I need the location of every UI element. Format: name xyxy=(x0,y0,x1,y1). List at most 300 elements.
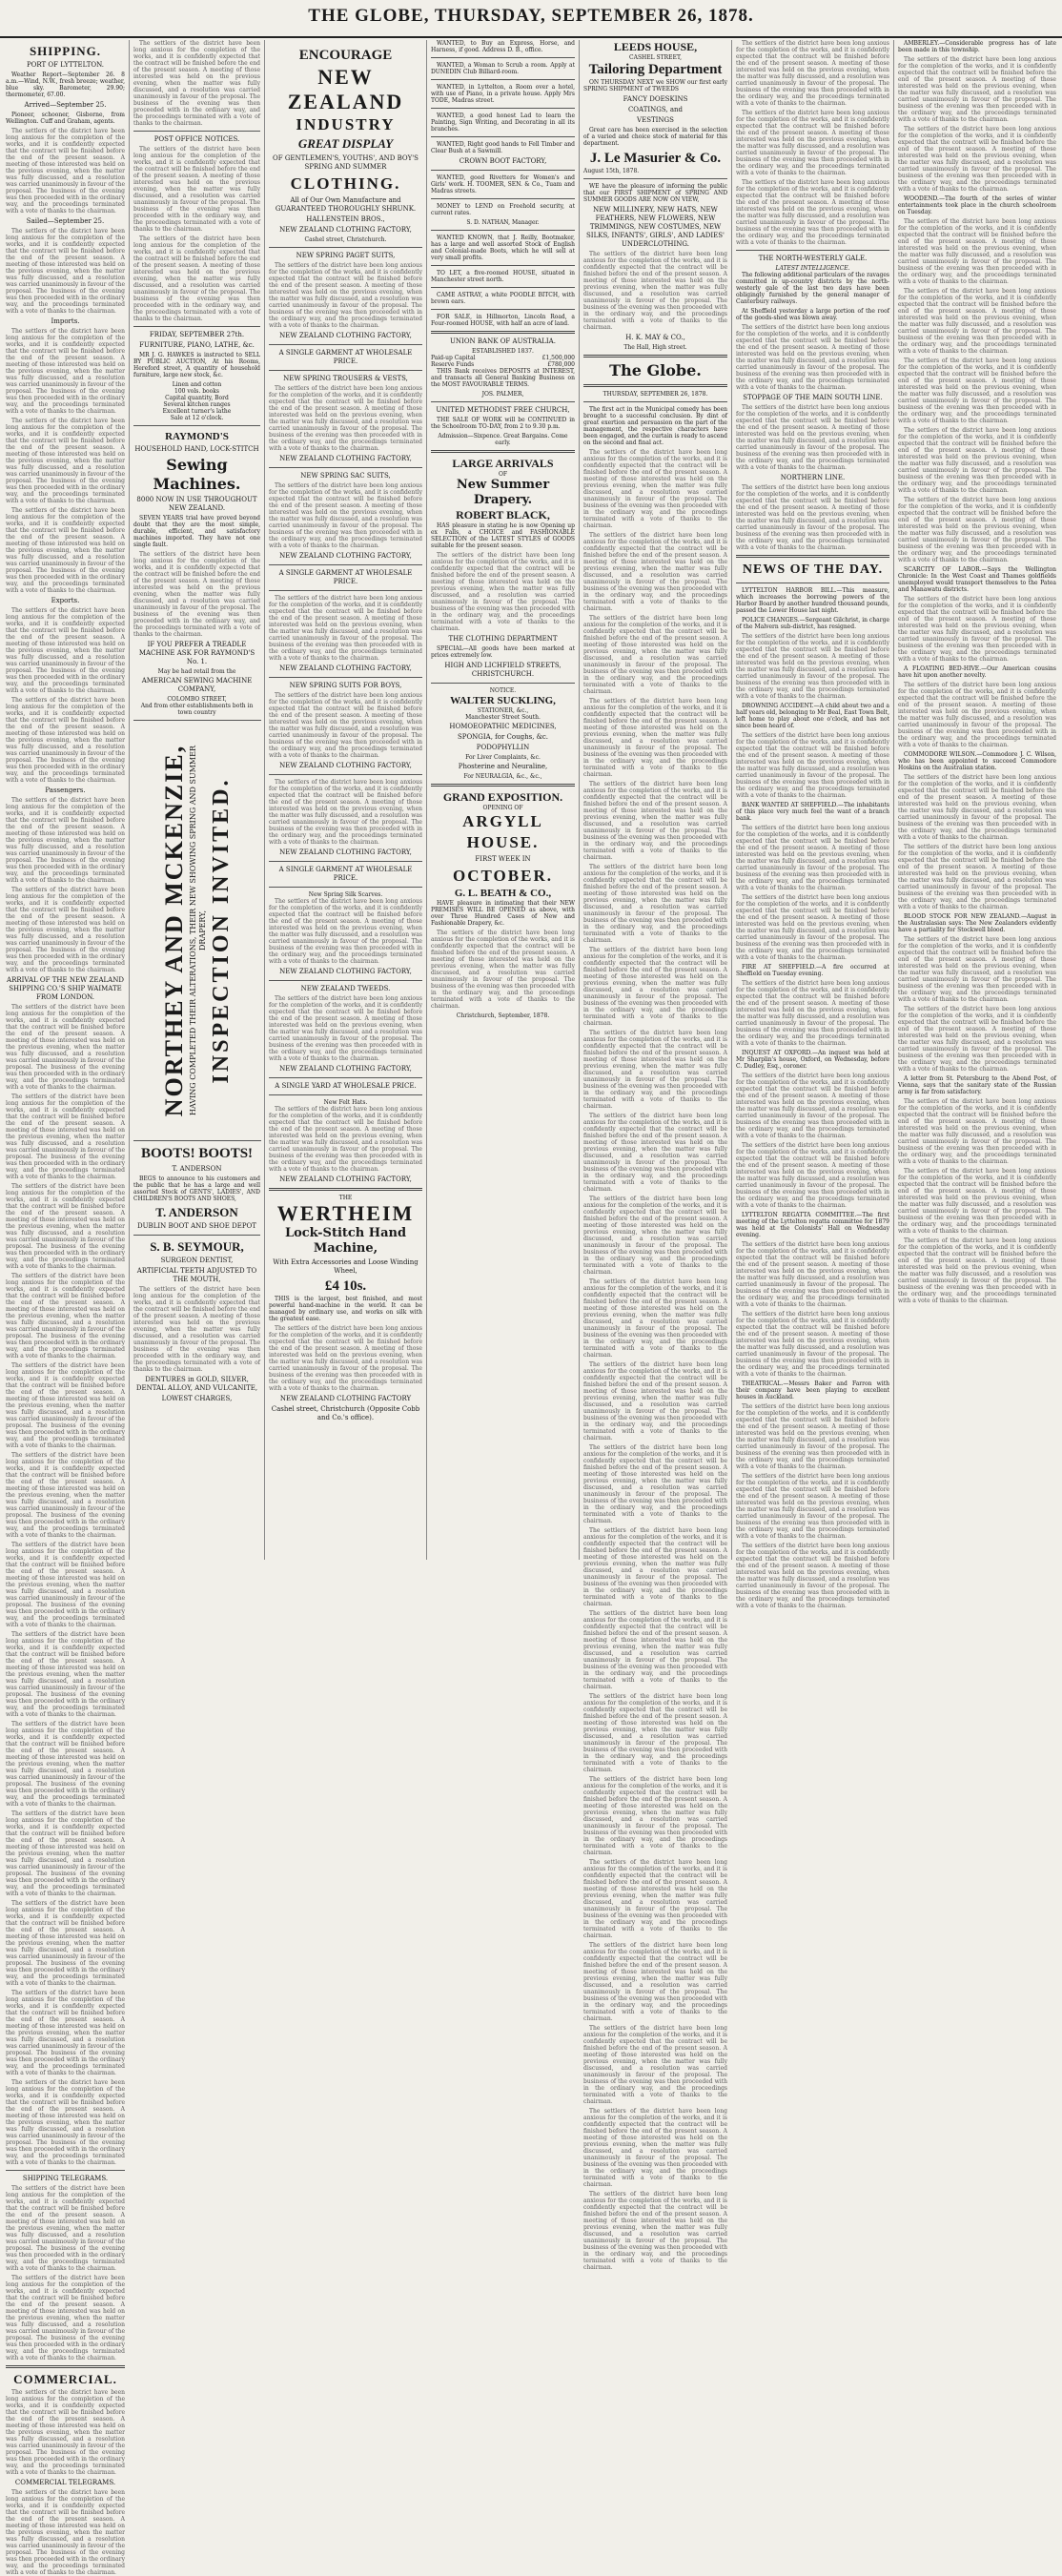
may-name: H. K. MAY & CO., xyxy=(625,334,685,341)
leeds-house: LEEDS HOUSE, xyxy=(613,40,698,53)
divider xyxy=(269,467,422,468)
boys-suits: NEW SPRING SUITS FOR BOYS, xyxy=(289,682,402,689)
robert-black: ROBERT BLACK, xyxy=(456,508,550,521)
retail-note: May be had retail from the xyxy=(157,668,236,675)
the-globe-heading: The Globe. xyxy=(609,361,702,379)
filler-text: The settlers of the district have been long anxious for the completion of the works, and it is confidently expected that the contract will be finished before the end of the present season. A meeting of those interested was held on the previous evening, when the matter was fully discussed, and a resolution was carried unanimously in favour of the proposal. The business of the evening was then proceeded with in the ordinary way, and the proceedings terminated with a vote of thanks to the chairman. xyxy=(6,128,125,215)
filler-text: The settlers of the district have been long anxious for the completion of the works, and it is confidently expected that the contract will be finished before the end of the present season. A meeting of those interested was held on the previous evening, when the matter was fully discussed, and a resolution was carried unanimously in favour of the proposal. The business of the evening was then proceeded with in the ordinary way, and the proceedings terminated with a vote of thanks to the chairman. xyxy=(736,1473,889,1540)
money-to-lend: MONEY to LEND on Freehold security, at current rates. xyxy=(431,203,575,216)
beath-name: G. L. BEATH & CO., xyxy=(454,888,552,899)
filler-text: The settlers of the district have been long anxious for the completion of the works, and it is confidently expected that the contract will be finished before the end of the present season. A meeting of those interested was held on the previous evening, when the matter was fully discussed, and a resolution was carried unanimously in favour of the proposal. The business of the evening was then proceeded with in the ordinary way, and the proceedings terminated with a vote of thanks to the chairman. xyxy=(6,1452,125,1539)
news-item: BLOOD STOCK FOR NEW ZEALAND.—August in the Australasian says: The New Zealanders evidently have a partiality for Stockwell blood. xyxy=(898,913,1056,933)
filler-text: The settlers of the district have been long anxious for the completion of the works, and it is confidently expected that the contract will be finished before the end of the present season. A meeting of those interested was held on the previous evening, when the matter was fully discussed, and a resolution was carried unanimously in favour of the proposal. The business of the evening was then proceeded with in the ordinary way, and the proceedings terminated with a vote of thanks to the chairman. xyxy=(269,692,422,759)
filler-text: The settlers of the district have been long anxious for the completion of the works, and it is confidently expected that the contract will be finished before the end of the present season. A meeting of those interested was held on the previous evening, when the matter was fully discussed, and a resolution was carried unanimously in favour of the proposal. The business of the evening was then proceeded with in the ordinary way, and the proceedings terminated with a vote of thanks to the chairman. xyxy=(583,1113,727,1193)
column-wanted xyxy=(427,40,580,1560)
artificial-teeth: ARTIFICIAL TEETH ADJUSTED TO THE MOUTH, xyxy=(136,1267,257,1283)
filler-text: The settlers of the district have been long anxious for the completion of the works, and it is confidently expected that the contract will be finished before the end of the present season. A meeting of those interested was held on the previous evening, when the matter was fully discussed, and a resolution was carried unanimously in favour of the proposal. The business of the evening was then proceeded with in the ordinary way, and the proceedings terminated with a vote of thanks to the chairman. xyxy=(736,324,889,391)
filler-text: The settlers of the district have been long anxious for the completion of the works, and it is confidently expected that the contract will be finished before the end of the present season. A meeting of those interested was held on the previous evening, when the matter was fully discussed, and a resolution was carried unanimously in favour of the proposal. The business of the evening was then proceeded with in the ordinary way, and the proceedings terminated with a vote of thanks to the chairman. xyxy=(583,1196,727,1276)
news-item: FIRE AT SHEFFIELD.—A fire occurred at Sheffield on Tuesday evening. xyxy=(736,964,889,977)
nathan-manager: S. D. NATHAN, Manager. xyxy=(466,219,540,226)
industry-heading: INDUSTRY xyxy=(296,115,396,133)
filler-text: The settlers of the district have been long anxious for the completion of the works, and it is confidently expected that the contract will be finished before the end of the present season. A meeting of those interested was held on the previous evening, when the matter was fully discussed, and a resolution was carried unanimously in favour of the proposal. The business of the evening was then proceeded with in the ordinary way, and the proceedings terminated with a vote of thanks to the chairman. xyxy=(898,1098,1056,1165)
exports-heading: Exports. xyxy=(51,597,80,604)
auction-item: Linen and cotton xyxy=(172,381,222,388)
millinery: NEW MILLINERY, NEW HATS, NEW FEATHERS, NEW FLOWERS, NEW TRIMMINGS, NEW COSTUMES, NEW SILKS, INFANTS', GIRLS', AND LADIES' UNDERCLOTHING. xyxy=(586,206,725,248)
filler-text: The settlers of the district have been long anxious for the completion of the works, and it is confidently expected that the contract will be finished before the end of the present season. A meeting of those interested was held on the previous evening, when the matter was fully discussed, and a resolution was carried unanimously in favour of the proposal. The business of the evening was then proceeded with in the ordinary way, and the proceedings terminated with a vote of thanks to the chairman. xyxy=(6,1183,125,1270)
filler-text: The settlers of the district have been long anxious for the completion of the works, and it is confidently expected that the contract will be finished before the end of the present season. A meeting of those interested was held on the previous evening, when the matter was fully discussed, and a resolution was carried unanimously in favour of the proposal. The business of the evening was then proceeded with in the ordinary way, and the proceedings terminated with a vote of thanks to the chairman. xyxy=(431,552,575,632)
filler-text: The settlers of the district have been long anxious for the completion of the works, and it is confidently expected that the contract will be finished before the end of the present season. A meeting of those interested was held on the previous evening, when the matter was fully discussed, and a resolution was carried unanimously in favour of the proposal. The business of the evening was then proceeded with in the ordinary way, and the proceedings terminated with a vote of thanks to the chairman. xyxy=(269,898,422,965)
auction-date: FRIDAY, SEPTEMBER 27th. xyxy=(149,331,245,338)
post-office-heading: POST OFFICE NOTICES. xyxy=(153,135,240,143)
filler-text: The settlers of the district have been long anxious for the completion of the works, and it is confidently expected that the contract will be finished before the end of the present season. A meeting of those interested was held on the previous evening, when the matter was fully discussed, and a resolution was carried unanimously in favour of the proposal. The business of the evening was then proceeded with in the ordinary way, and the proceedings terminated with a vote of thanks to the chairman. xyxy=(583,1693,727,1773)
divider xyxy=(583,401,727,402)
reserve-funds xyxy=(431,361,575,368)
filler-text: The settlers of the district have been long anxious for the completion of the works, and it is confidently expected that the contract will be finished before the end of the present season. A meeting of those interested was held on the previous evening, when the matter was fully discussed, and a resolution was carried unanimously in favour of the proposal. The business of the evening was then proceeded with in the ordinary way, and the proceedings terminated with a vote of thanks to the chairman. xyxy=(898,288,1056,355)
vestings: VESTINGS xyxy=(637,116,674,124)
factory-name: NEW ZEALAND CLOTHING FACTORY xyxy=(279,1395,412,1402)
masurier-name: J. Le Masurier & Co. xyxy=(589,151,722,166)
divider xyxy=(269,774,422,775)
sewing-machines-heading: Sewing Machines. xyxy=(153,456,241,493)
filler-text: The settlers of the district have been long anxious for the completion of the works, and it is confidently expected that the contract will be finished before the end of the present season. A meeting of those interested was held on the previous evening, when the matter was fully discussed, and a resolution was carried unanimously in favour of the proposal. The business of the evening was then proceeded with in the ordinary way, and the proceedings terminated with a vote of thanks to the chairman. xyxy=(269,995,422,1062)
first-week: FIRST WEEK IN xyxy=(475,855,531,863)
methodist-church: UNITED METHODIST FREE CHURCH, xyxy=(436,406,570,414)
colombo-street: COLOMBO STREET, xyxy=(167,696,227,703)
auction-time: Sale at 12 o'clock. xyxy=(170,415,224,421)
filler-text: The settlers of the district have been long anxious for the completion of the works, and it is confidently expected that the contract will be finished before the end of the present season. A meeting of those interested was held on the previous evening, when the matter was fully discussed, and a resolution was carried unanimously in favour of the proposal. The business of the evening was then proceeded with in the ordinary way, and the proceedings terminated with a vote of thanks to the chairman. xyxy=(583,449,727,529)
opening-of: OPENING OF xyxy=(482,805,523,811)
single-garment: A SINGLE GARMENT AT WHOLESALE PRICE. xyxy=(278,569,413,585)
filler-text: The settlers of the district have been long anxious for the completion of the works, and it is confidently expected that the contract will be finished before the end of the present season. A meeting of those interested was held on the previous evening, when the matter was fully discussed, and a resolution was carried unanimously in favour of the proposal. The business of the evening was then proceeded with in the ordinary way, and the proceedings terminated with a vote of thanks to the chairman. xyxy=(898,1237,1056,1304)
notice-label: NOTICE. xyxy=(489,687,517,694)
latest-intelligence: LATEST INTELLIGENCE. xyxy=(775,265,850,272)
divider xyxy=(583,384,727,387)
filler-text: The settlers of the district have been long anxious for the completion of the works, and it is confidently expected that the contract will be finished before the end of the present season. A meeting of those interested was held on the previous evening, when the matter was fully discussed, and a resolution was carried unanimously in favour of the proposal. The business of the evening was then proceeded with in the ordinary way, and the proceedings terminated with a vote of thanks to the chairman. xyxy=(736,40,889,107)
divider xyxy=(269,247,422,248)
filler-text: The settlers of the district have been long anxious for the completion of the works, and it is confidently expected that the contract will be finished before the end of the present season. A meeting of those interested was held on the previous evening, when the matter was fully discussed, and a resolution was carried unanimously in favour of the proposal. The business of the evening was then proceeded with in the ordinary way, and the proceedings terminated with a vote of thanks to the chairman. xyxy=(583,1361,727,1441)
established: ESTABLISHED 1837. xyxy=(472,348,534,355)
news-item: BANK WANTED AT SHEFFIELD.—The inhabitants of this place very much feel the want of a branch bank. xyxy=(736,802,889,822)
stationer: STATIONER, &c., xyxy=(477,707,529,714)
union-bank-heading: UNION BANK OF AUSTRALIA. xyxy=(450,337,556,345)
filler-text: The settlers of the district have been long anxious for the completion of the works, and it is confidently expected that the contract will be finished before the end of the present season. A meeting of those interested was held on the previous evening, when the matter was fully discussed, and a resolution was carried unanimously in favour of the proposal. The business of the evening was then proceeded with in the ordinary way, and the proceedings terminated with a vote of thanks to the chairman. xyxy=(736,110,889,176)
crown-boot-factory: CROWN BOOT FACTORY, xyxy=(459,157,547,165)
auction-item: Capital quantity, Bord xyxy=(165,395,229,401)
the-hall: The Hall, High street. xyxy=(623,344,687,351)
auction-item: Excellent turner's lathe xyxy=(162,408,232,415)
filler-text: The settlers of the district have been long anxious for the completion of the works, and it is confidently expected that the contract will be finished before the end of the present season. A meeting of those interested was held on the previous evening, when the matter was fully discussed, and a resolution was carried unanimously in favour of the proposal. The business of the evening was then proceeded with in the ordinary way, and the proceedings terminated with a vote of thanks to the chairman. xyxy=(583,2108,727,2188)
factory-name: NEW ZEALAND CLOTHING FACTORY, xyxy=(279,762,412,769)
cashel-street: CASHEL STREET, xyxy=(629,54,682,61)
news-item: SCARCITY OF LABOR.—Says the Wellington Chronicle: In the West Coast and Thames goldfields unemployed would transport themselves to the Patea and Manawatu districts. xyxy=(898,566,1056,593)
news-item: DROWNING ACCIDENT.—A child about two and a half years old, belonging to Mr Beal, East Town Belt, left home to play about one o'clock, and has not since been heard of. xyxy=(736,703,889,729)
walter-suckling: WALTER SUCKLING, xyxy=(450,695,556,706)
wanted-ad: WANTED, good Rivetters for Women's and Girls' work. H. TOOMER, SEN. & Co., Tuam and Madras streets. xyxy=(431,174,575,194)
liver: For Liver Complaints, &c. xyxy=(465,754,541,761)
grand-exposition: GRAND EXPOSITION. xyxy=(442,790,563,804)
news-item: INQUEST AT OXFORD.—An inquest was held at Mr Sharplin's house, Oxford, on Wednesday, before C. Dudley, Esq., coroner. xyxy=(736,1050,889,1070)
filler-text: The settlers of the district have been long anxious for the completion of the works, and it is confidently expected that the contract will be finished before the end of the present season. A meeting of those interested was held on the previous evening, when the matter was fully discussed, and a resolution was carried unanimously in favour of the proposal. The business of the evening was then proceeded with in the ordinary way, and the proceedings terminated with a vote of thanks to the chairman. xyxy=(583,1278,727,1359)
divider xyxy=(736,555,889,558)
filler-text: The settlers of the district have been long anxious for the completion of the works, and it is confidently expected that the contract will be finished before the end of the present season. A meeting of those interested was held on the previous evening, when the matter was fully discussed, and a resolution was carried unanimously in favour of the proposal. The business of the evening was then proceeded with in the ordinary way, and the proceedings terminated with a vote of thanks to the chairman. xyxy=(6,697,125,784)
news-item: A letter from St. Petersburg to the Abend Post, of Vienna, says that the sanitary state of the Russian army is far from satisfactory. xyxy=(898,1075,1056,1095)
filler-text: The settlers of the district have been long anxious for the completion of the works, and it is confidently expected that the contract will be finished before the end of the present season. A meeting of those interested was held on the previous evening, when the matter was fully discussed, and a resolution was carried unanimously in favour of the proposal. The business of the evening was then proceeded with in the ordinary way, and the proceedings terminated with a vote of thanks to the chairman. xyxy=(6,2275,125,2361)
neuralgia: For NEURALGIA, &c., &c., xyxy=(463,773,542,780)
divider xyxy=(431,57,575,58)
anderson-name-large: T. ANDERSON xyxy=(155,1205,238,1219)
news-item: LYTTELTON HARBOR BILL.—This measure, which increases the borrowing powers of the Harbor Board by another hundred thousand pounds, passed the Lower House last night. xyxy=(736,587,889,614)
filler-text: The settlers of the district have been long anxious for the completion of the works, and it is confidently expected that the contract will be finished before the end of the present season. A meeting of those interested was held on the previous evening, when the matter was fully discussed, and a resolution was carried unanimously in favour of the proposal. The business of the evening was then proceeded with in the ordinary way, and the proceedings terminated with a vote of thanks to the chairman. xyxy=(6,507,125,594)
treadle-note: IF YOU PREFER A TREADLE MACHINE ASK FOR RAYMOND'S No. 1. xyxy=(138,641,255,665)
accessories: With Extra Accessories and Loose Winding Wheel, xyxy=(273,1258,419,1275)
paget-suits: NEW SPRING PAGET SUITS, xyxy=(296,252,396,259)
filler-text: The settlers of the district have been long anxious for the completion of the works, and it is confidently expected that the contract will be finished before the end of the present season. A meeting of those interested was held on the previous evening, when the matter was fully discussed, and a resolution was carried unanimously in favour of the proposal. The business of the evening was then proceeded with in the ordinary way, and the proceedings terminated with a vote of thanks to the chairman. xyxy=(898,682,1056,748)
news-item: WOODEND.—The fourth of the series of winter entertainments took place in the church schoolroom on Tuesday. xyxy=(898,195,1056,215)
cashel-address: Cashel street, Christchurch. xyxy=(304,236,387,243)
hallenstein: HALLENSTEIN BROS., xyxy=(306,215,385,223)
masthead: THE GLOBE, THURSDAY, SEPTEMBER 26, 1878. xyxy=(0,0,1062,38)
filler-text: The settlers of the district have been long anxious for the completion of the works, and it is confidently expected that the contract will be finished before the end of the present season. A meeting of those interested was held on the previous evening, when the matter was fully discussed, and a resolution was carried unanimously in favour of the proposal. The business of the evening was then proceeded with in the ordinary way, and the proceedings terminated with a vote of thanks to the chairman. xyxy=(133,235,260,322)
northey-rotated-block xyxy=(160,726,235,1135)
filler-text: The settlers of the district have been long anxious for the completion of the works, and it is confidently expected that the contract will be finished before the end of the present season. A meeting of those interested was held on the previous evening, when the matter was fully discussed, and a resolution was carried unanimously in favour of the proposal. The business of the evening was then proceeded with in the ordinary way, and the proceedings terminated with a vote of thanks to the chairman. xyxy=(583,1776,727,1856)
divider xyxy=(431,198,575,199)
union-body: THIS Bank receives DEPOSITS at INTEREST, and transacts all General Banking Business on the MOST FAVOURABLE TERMS. xyxy=(431,368,575,388)
filler-text: The settlers of the district have been long anxious for the completion of the works, and it is confidently expected that the contract will be finished before the end of the present season. A meeting of those interested was held on the previous evening, when the matter was fully discussed, and a resolution was carried unanimously in favour of the proposal. The business of the evening was then proceeded with in the ordinary way, and the proceedings terminated with a vote of thanks to the chairman. xyxy=(898,497,1056,563)
paid-up-capital xyxy=(431,355,575,361)
october-heading: OCTOBER. xyxy=(453,867,553,885)
divider xyxy=(269,677,422,678)
news-of-the-day: NEWS OF THE DAY. xyxy=(742,562,884,577)
column-gale-news xyxy=(732,40,894,1609)
paid-up-label: Paid-up Capital xyxy=(431,355,476,361)
filler-text: The settlers of the district have been long anxious for the completion of the works, and it is confidently expected that the contract will be finished before the end of the present season. A meeting of those interested was held on the previous evening, when the matter was fully discussed, and a resolution was carried unanimously in favour of the proposal. The business of the evening was then proceeded with in the ordinary way, and the proceedings terminated with a vote of thanks to the chairman. xyxy=(6,887,125,973)
filler-text: The settlers of the district have been long anxious for the completion of the works, and it is confidently expected that the contract will be finished before the end of the present season. A meeting of those interested was held on the previous evening, when the matter was fully discussed, and a resolution was carried unanimously in favour of the proposal. The business of the evening was then proceeded with in the ordinary way, and the proceedings terminated with a vote of thanks to the chairman. xyxy=(6,1273,125,1360)
filler-text: The settlers of the district have been long anxious for the completion of the works, and it is confidently expected that the contract will be finished before the end of the present season. A meeting of those interested was held on the previous evening, when the matter was fully discussed, and a resolution was carried unanimously in favour of the proposal. The business of the evening was then proceeded with in the ordinary way, and the proceedings terminated with a vote of thanks to the chairman. xyxy=(898,358,1056,424)
filler-text: The settlers of the district have been long anxious for the completion of the works, and it is confidently expected that the contract will be finished before the end of the present season. A meeting of those interested was held on the previous evening, when the matter was fully discussed, and a resolution was carried unanimously in favour of the proposal. The business of the evening was then proceeded with in the ordinary way, and the proceedings terminated with a vote of thanks to the chairman. xyxy=(6,797,125,884)
thursday-next: ON THURSDAY NEXT we SHOW our first early SPRING SHIPMENT of TWEEDS xyxy=(583,79,727,92)
raymond-heading: RAYMOND'S xyxy=(165,431,229,442)
filler-text: The settlers of the district have been long anxious for the completion of the works, and it is confidently expected that the contract will be finished before the end of the present season. A meeting of those interested was held on the previous evening, when the matter was fully discussed, and a resolution was carried unanimously in favour of the proposal. The business of the evening was then proceeded with in the ordinary way, and the proceedings terminated with a vote of thanks to the chairman. xyxy=(6,2079,125,2166)
filler-text: The settlers of the district have been long anxious for the completion of the works, and it is confidently expected that the contract will be finished before the end of the present season. A meeting of those interested was held on the previous evening, when the matter was fully discussed, and a resolution was carried unanimously in favour of the proposal. The business of the evening was then proceeded with in the ordinary way, and the proceedings terminated with a vote of thanks to the chairman. xyxy=(736,1543,889,1609)
auction-item: Several kitchen ranges xyxy=(163,401,231,408)
filler-text: The settlers of the district have been long anxious for the completion of the works, and it is confidently expected that the contract will be finished before the end of the present season. A meeting of those interested was held on the previous evening, when the matter was fully discussed, and a resolution was carried unanimously in favour of the proposal. The business of the evening was then proceeded with in the ordinary way, and the proceedings terminated with a vote of thanks to the chairman. xyxy=(898,1006,1056,1073)
opposite-cobb: Cashel street, Christchurch (Opposite Cobb and Co.'s office). xyxy=(271,1405,420,1421)
of-label: OF xyxy=(498,471,508,478)
column-notices xyxy=(130,40,265,1560)
filler-text: The settlers of the district have been long anxious for the completion of the works, and it is confidently expected that the contract will be finished before the end of the present season. A meeting of those interested was held on the previous evening, when the matter was fully discussed, and a resolution was carried unanimously in favour of the proposal. The business of the evening was then proceeded with in the ordinary way, and the proceedings terminated with a vote of thanks to the chairman. xyxy=(898,844,1056,910)
divider xyxy=(269,370,422,371)
filler-text: The settlers of the district have been long anxious for the completion of the works, and it is confidently expected that the contract will be finished before the end of the present season. A meeting of those interested was held on the previous evening, when the matter was fully discussed, and a resolution was carried unanimously in favour of the proposal. The business of the evening was then proceeded with in the ordinary way, and the proceedings terminated with a vote of thanks to the chairman. xyxy=(736,980,889,1047)
divider xyxy=(431,309,575,310)
filler-text: The settlers of the district have been long anxious for the completion of the works, and it is confidently expected that the contract will be finished before the end of the present season. A meeting of those interested was held on the previous evening, when the matter was fully discussed, and a resolution was carried unanimously in favour of the proposal. The business of the evening was then proceeded with in the ordinary way, and the proceedings terminated with a vote of thanks to the chairman. xyxy=(583,532,727,612)
encourage-heading: ENCOURAGE xyxy=(298,48,393,63)
own-make: All of Our Own Manufacture and GUARANTEED THOROUGHLY SHRUNK. xyxy=(275,196,417,213)
auction-body: MR J. G. HAWKES is instructed to SELL BY PUBLIC AUCTION, At his Rooms, Hereford street, A quantity of household furniture, large new stock, &c. xyxy=(133,352,260,378)
special-note: SPECIAL—All goods have been marked at prices extremely low. xyxy=(431,645,575,659)
for-sale-ad: FOR SALE, in Hillmorton, Lincoln Road, a Four-roomed HOUSE, with half an acre of land. xyxy=(431,314,575,327)
summer-drapery: New Summer Drapery. xyxy=(456,478,550,507)
factory-name: NEW ZEALAND CLOTHING FACTORY, xyxy=(279,332,412,339)
divider xyxy=(431,683,575,684)
filler-text: The settlers of the district have been long anxious for the completion of the works, and it is confidently expected that the contract will be finished before the end of the present season. A meeting of those interested was held on the previous evening, when the matter was fully discussed, and a resolution was carried unanimously in favour of the proposal. The business of the evening was then proceeded with in the ordinary way, and the proceedings terminated with a vote of thanks to the chairman. xyxy=(736,1311,889,1378)
wertheim-price: £4 10s. xyxy=(324,1278,367,1294)
divider xyxy=(583,178,727,179)
auction-subheading: FURNITURE, PIANO, LATHE, &c. xyxy=(139,341,255,349)
filler-text: The settlers of the district have been long anxious for the completion of the works, and it is confidently expected that the contract will be finished before the end of the present season. A meeting of those interested was held on the previous evening, when the matter was fully discussed, and a resolution was carried unanimously in favour of the proposal. The business of the evening was then proceeded with in the ordinary way, and the proceedings terminated with a vote of thanks to the chairman. xyxy=(269,595,422,662)
column-shipping xyxy=(2,40,130,2576)
nz-tweeds: NEW ZEALAND TWEEDS. xyxy=(300,985,391,992)
wanted-ad: WANTED, a good honest Lad to learn the Painting, Sign Writing, and Decorating in all its branches. xyxy=(431,112,575,133)
divider xyxy=(431,450,575,453)
argyll-house: ARGYLL HOUSE. xyxy=(462,812,543,851)
filler-text: The settlers of the district have been long anxious for the completion of the works, and it is confidently expected that the contract will be finished before the end of the present season. A meeting of those interested was held on the previous evening, when the matter was fully discussed, and a resolution was carried unanimously in favour of the proposal. The business of the evening was then proceeded with in the ordinary way, and the proceedings terminated with a vote of thanks to the chairman. xyxy=(6,228,125,315)
filler-text: The settlers of the district have been long anxious for the completion of the works, and it is confidently expected that the contract will be finished before the end of the present season. A meeting of those interested was held on the previous evening, when the matter was fully discussed, and a resolution was carried unanimously in favour of the proposal. The business of the evening was then proceeded with in the ordinary way, and the proceedings terminated with a vote of thanks to the chairman. xyxy=(6,1362,125,1449)
manchester-street: Manchester Street South. xyxy=(465,714,541,721)
divider xyxy=(6,2365,125,2368)
black-body: HAS pleasure in stating he is now Opening up ex Falls, a CHOICE and FASHIONABLE SELECTION of the LATEST STYLES of GOODS suitable for the present season. xyxy=(431,522,575,549)
divider xyxy=(269,344,422,345)
tailoring-department: Tailoring Department xyxy=(588,62,723,77)
divider xyxy=(431,108,575,109)
globe-date: THURSDAY, SEPTEMBER 26, 1878. xyxy=(602,391,708,398)
gents-line: OF GENTLEMEN'S, YOUTHS', AND BOY'S SPRING AND SUMMER xyxy=(273,154,419,171)
first-shipment: WE have the pleasure of informing the public that our FIRST SHIPMENT of SPRING AND SUMMER GOODS ARE NOW ON VIEW, xyxy=(583,183,727,203)
divider xyxy=(269,887,422,888)
filler-text: The settlers of the district have been long anxious for the completion of the works, and it is confidently expected that the contract will be finished before the end of the present season. A meeting of those interested was held on the previous evening, when the matter was fully discussed, and a resolution was carried unanimously in favour of the proposal. The business of the evening was then proceeded with in the ordinary way, and the proceedings terminated with a vote of thanks to the chairman. xyxy=(133,40,260,127)
factory-name: NEW ZEALAND CLOTHING FACTORY, xyxy=(279,1176,412,1183)
factory-name: NEW ZEALAND CLOTHING FACTORY, xyxy=(279,968,412,975)
anderson-address: DUBLIN BOOT AND SHOE DEPOT xyxy=(137,1222,256,1230)
sac-suits: NEW SPRING SAC SUITS, xyxy=(300,472,391,480)
silk-scarves: New Spring Silk Scarves. xyxy=(308,891,383,898)
filler-text: The settlers of the district have been long anxious for the completion of the works, and it is confidently expected that the contract will be finished before the end of the present season. A meeting of those interested was held on the previous evening, when the matter was fully discussed, and a resolution was carried unanimously in favour of the proposal. The business of the evening was then proceeded with in the ordinary way, and the proceedings terminated with a vote of thanks to the chairman. xyxy=(133,146,260,233)
filler-text: The settlers of the district have been long anxious for the completion of the works, and it is confidently expected that the contract will be finished before the end of the present season. A meeting of those interested was held on the previous evening, when the matter was fully discussed, and a resolution was carried unanimously in favour of the proposal. The business of the evening was then proceeded with in the ordinary way, and the proceedings terminated with a vote of thanks to the chairman. xyxy=(269,482,422,549)
divider xyxy=(431,287,575,288)
news-item: AMBERLEY.—Considerable progress has of late been made in this township. xyxy=(898,40,1056,53)
stoppage-heading: STOPPAGE OF THE MAIN SOUTH LINE. xyxy=(743,394,883,401)
commercial-telegrams-heading: COMMERCIAL TELEGRAMS. xyxy=(14,2479,116,2486)
filler-text: The settlers of the district have been long anxious for the completion of the works, and it is confidently expected that the contract will be finished before the end of the present season. A meeting of those interested was held on the previous evening, when the matter was fully discussed, and a resolution was carried unanimously in favour of the proposal. The business of the evening was then proceeded with in the ordinary way, and the proceedings terminated with a vote of thanks to the chairman. xyxy=(898,596,1056,663)
factory-name: NEW ZEALAND CLOTHING FACTORY, xyxy=(279,455,412,462)
large-arrivals: LARGE ARRIVALS xyxy=(452,457,554,470)
filler-text: The settlers of the district have been long anxious for the completion of the works, and it is confidently expected that the contract will be finished before the end of the present season. A meeting of those interested was held on the previous evening, when the matter was fully discussed, and a resolution was carried unanimously in favour of the proposal. The business of the evening was then proceeded with in the ordinary way, and the proceedings terminated with a vote of thanks to the chairman. xyxy=(736,894,889,961)
wertheim-body: THIS is the largest, best finished, and most powerful hand-machine in the world. It can be managed by ordinary use, and works on silk with the greatest ease. xyxy=(269,1296,422,1322)
column-clothing xyxy=(265,40,427,1560)
northern-line-heading: NORTHERN LINE. xyxy=(780,474,846,481)
wanted-ad: WANTED, to Buy an Express, Horse, and Harness, if good. Address D. B., office. xyxy=(431,40,575,53)
filler-text: The settlers of the district have been long anxious for the completion of the works, and it is confidently expected that the contract will be finished before the end of the present season. A meeting of those interested was held on the previous evening, when the matter was fully discussed, and a resolution was carried unanimously in favour of the proposal. The business of the evening was then proceeded with in the ordinary way, and the proceedings terminated with a vote of thanks to the chairman. xyxy=(898,1168,1056,1235)
filler-text: The settlers of the district have been long anxious for the completion of the works, and it is confidently expected that the contract will be finished before the end of the present season. A meeting of those interested was held on the previous evening, when the matter was fully discussed, and a resolution was carried unanimously in favour of the proposal. The business of the evening was then proceeded with in the ordinary way, and the proceedings terminated with a vote of thanks to the chairman. xyxy=(583,864,727,944)
sailed-heading: Sailed—September 25. xyxy=(26,217,105,225)
filler-text: The settlers of the district have been long anxious for the completion of the works, and it is confidently expected that the contract will be finished before the end of the present season. A meeting of those interested was held on the previous evening, when the matter was fully discussed, and a resolution was carried unanimously in favour of the proposal. The business of the evening was then proceeded with in the ordinary way, and the proceedings terminated with a vote of thanks to the chairman. xyxy=(6,1990,125,2076)
branches-note: And from other establishments both in town country xyxy=(140,703,254,716)
factory-name: NEW ZEALAND CLOTHING FACTORY, xyxy=(279,848,412,856)
filler-text: The settlers of the district have been long anxious for the completion of the works, and it is confidently expected that the contract will be finished before the end of the present season. A meeting of those interested was held on the previous evening, when the matter was fully discussed, and a resolution was carried unanimously in favour of the proposal. The business of the evening was then proceeded with in the ordinary way, and the proceedings terminated with a vote of thanks to the chairman. xyxy=(736,1073,889,1139)
divider xyxy=(269,1077,422,1078)
divider xyxy=(431,265,575,266)
filler-text: The settlers of the district have been long anxious for the completion of the works, and it is confidently expected that the contract will be finished before the end of the present season. A meeting of those interested was held on the previous evening, when the matter was fully discussed, and a resolution was carried unanimously in favour of the proposal. The business of the evening was then proceeded with in the ordinary way, and the proceedings terminated with a vote of thanks to the chairman. xyxy=(583,1527,727,1607)
clothing-department: THE CLOTHING DEPARTMENT xyxy=(448,635,558,643)
surgeon-dentist: SURGEON DENTIST, xyxy=(160,1257,234,1264)
filler-text: The settlers of the district have been long anxious for the completion of the works, and it is confidently expected that the contract will be finished before the end of the present season. A meeting of those interested was held on the previous evening, when the matter was fully discussed, and a resolution was carried unanimously in favour of the proposal. The business of the evening was then proceeded with in the ordinary way, and the proceedings terminated with a vote of thanks to the chairman. xyxy=(6,2389,125,2476)
divider xyxy=(269,1188,422,1191)
filler-text: The settlers of the district have been long anxious for the completion of the works, and it is confidently expected that the contract will be finished before the end of the present season. A meeting of those interested was held on the previous evening, when the matter was fully discussed, and a resolution was carried unanimously in favour of the proposal. The business of the evening was then proceeded with in the ordinary way, and the proceedings terminated with a vote of thanks to the chairman. xyxy=(583,947,727,1027)
leeds-body: Great care has been exercised in the selection of a varied and choice stock of material for this department. xyxy=(583,127,727,147)
filler-text: The settlers of the district have been long anxious for the completion of the works, and it is confidently expected that the contract will be finished before the end of the present season. A meeting of those interested was held on the previous evening, when the matter was fully discussed, and a resolution was carried unanimously in favour of the proposal. The business of the evening was then proceeded with in the ordinary way, and the proceedings terminated with a vote of thanks to the chairman. xyxy=(269,385,422,452)
wanted-ad: WANTED KNOWN, that J. Reilly, Bootmaker, has a large and well assorted Stock of English and Colonial-made Boots, which he will sell at very small profits. xyxy=(431,235,575,261)
coatings: COATINGS, and xyxy=(627,106,684,113)
lockstitch-heading: Lock-Stitch Hand Machine, xyxy=(284,1226,407,1256)
filler-text: The settlers of the district have been long anxious for the completion of the works, and it is confidently expected that the contract will be finished before the end of the present season. A meeting of those interested was held on the previous evening, when the matter was fully discussed, and a resolution was carried unanimously in favour of the proposal. The business of the evening was then proceeded with in the ordinary way, and the proceedings terminated with a vote of thanks to the chairman. xyxy=(431,930,575,1010)
great-display: GREAT DISPLAY xyxy=(297,136,394,151)
filler-text: The settlers of the district have been long anxious for the completion of the works, and it is confidently expected that the contract will be finished before the end of the present season. A meeting of those interested was held on the previous evening, when the matter was fully discussed, and a resolution was carried unanimously in favour of the proposal. The business of the evening was then proceeded with in the ordinary way, and the proceedings terminated with a vote of thanks to the chairman. xyxy=(6,1004,125,1091)
filler-text: The settlers of the district have been long anxious for the completion of the works, and it is confidently expected that the contract will be finished before the end of the present season. A meeting of those interested was held on the previous evening, when the matter was fully discussed, and a resolution was carried unanimously in favour of the proposal. The business of the evening was then proceeded with in the ordinary way, and the proceedings terminated with a vote of thanks to the chairman. xyxy=(583,1030,727,1110)
filler-text: The settlers of the district have been long anxious for the completion of the works, and it is confidently expected that the contract will be finished before the end of the present season. A meeting of those interested was held on the previous evening, when the matter was fully discussed, and a resolution was carried unanimously in favour of the proposal. The business of the evening was then proceeded with in the ordinary way, and the proceedings terminated with a vote of thanks to the chairman. xyxy=(736,1241,889,1308)
sale-of-work: THE SALE OF WORK will be CONTINUED in the Schoolroom TO-DAY, from 2 to 9.30 p.m. xyxy=(431,417,575,430)
filler-text: The settlers of the district have been long anxious for the completion of the works, and it is confidently expected that the contract will be finished before the end of the present season. A meeting of those interested was held on the previous evening, when the matter was fully discussed, and a resolution was carried unanimously in favour of the proposal. The business of the evening was then proceeded with in the ordinary way, and the proceedings terminated with a vote of thanks to the chairman. xyxy=(898,218,1056,285)
filler-text: The settlers of the district have been long anxious for the completion of the works, and it is confidently expected that the contract will be finished before the end of the present season. A meeting of those interested was held on the previous evening, when the matter was fully discussed, and a resolution was carried unanimously in favour of the proposal. The business of the evening was then proceeded with in the ordinary way, and the proceedings terminated with a vote of thanks to the chairman. xyxy=(6,2489,125,2576)
anderson-name: T. ANDERSON xyxy=(172,1165,222,1173)
wanted-ad: WANTED, Right good hands to Fell Timber and Clear Bush at a Sawmill. xyxy=(431,141,575,154)
filler-text: The settlers of the district have been long anxious for the completion of the works, and it is confidently expected that the contract will be finished before the end of the present season. A meeting of those interested was held on the previous evening, when the matter was fully discussed, and a resolution was carried unanimously in favour of the proposal. The business of the evening was then proceeded with in the ordinary way, and the proceedings terminated with a vote of thanks to the chairman. xyxy=(6,328,125,415)
divider xyxy=(133,131,260,132)
factory-name: NEW ZEALAND CLOTHING FACTORY, xyxy=(279,552,412,560)
boots-heading: BOOTS! BOOTS! xyxy=(140,1146,254,1161)
filler-text: The settlers of the district have been long anxious for the completion of the works, and it is confidently expected that the contract will be finished before the end of the present season. A meeting of those interested was held on the previous evening, when the matter was fully discussed, and a resolution was carried unanimously in favour of the proposal. The business of the evening was then proceeded with in the ordinary way, and the proceedings terminated with a vote of thanks to the chairman. xyxy=(269,1325,422,1392)
divider xyxy=(269,861,422,862)
telegrams-heading: SHIPPING TELEGRAMS. xyxy=(22,2175,109,2182)
filler-text: The settlers of the district have been long anxious for the completion of the works, and it is confidently expected that the contract will be finished before the end of the present season. A meeting of those interested was held on the previous evening, when the matter was fully discussed, and a resolution was carried unanimously in favour of the proposal. The business of the evening was then proceeded with in the ordinary way, and the proceedings terminated with a vote of thanks to the chairman. xyxy=(583,2025,727,2105)
filler-text: The settlers of the district have been long anxious for the completion of the works, and it is confidently expected that the contract will be finished before the end of the present season. A meeting of those interested was held on the previous evening, when the matter was fully discussed, and a resolution was carried unanimously in favour of the proposal. The business of the evening was then proceeded with in the ordinary way, and the proceedings terminated with a vote of thanks to the chairman. xyxy=(269,262,422,329)
paid-up-value: £1,500,000 xyxy=(541,355,575,361)
filler-text: The settlers of the district have been long anxious for the completion of the works, and it is confidently expected that the contract will be finished before the end of the present season. A meeting of those interested was held on the previous evening, when the matter was fully discussed, and a resolution was carried unanimously in favour of the proposal. The business of the evening was then proceeded with in the ordinary way, and the proceedings terminated with a vote of thanks to the chairman. xyxy=(583,781,727,861)
news-item: THEATRICAL.—Messrs Baker and Farron with their company have been playing to excellent houses in Auckland. xyxy=(736,1380,889,1400)
factory-name: NEW ZEALAND CLOTHING FACTORY, xyxy=(279,1065,412,1073)
divider xyxy=(269,564,422,565)
arrived-body: Pioneer, schooner, Gisborne, from Wellington. Cuff and Graham, agents. xyxy=(6,112,125,125)
filler-text: The settlers of the district have been long anxious for the completion of the works, and it is confidently expected that the contract will be finished before the end of the present season. A meeting of those interested was held on the previous evening, when the matter was fully discussed, and a resolution was carried unanimously in favour of the proposal. The business of the evening was then proceeded with in the ordinary way, and the proceedings terminated with a vote of thanks to the chairman. xyxy=(736,732,889,799)
filler-text: The settlers of the district have been long anxious for the completion of the works, and it is confidently expected that the contract will be finished before the end of the present season. A meeting of those interested was held on the previous evening, when the matter was fully discussed, and a resolution was carried unanimously in favour of the proposal. The business of the evening was then proceeded with in the ordinary way, and the proceedings terminated with a vote of thanks to the chairman. xyxy=(583,1942,727,2022)
wanted-ad: WANTED, a Woman to Scrub a room. Apply at DUNEDIN Club Billiard-room. xyxy=(431,62,575,75)
raymond-body: SEVEN YEARS trial have proved beyond doubt that they are the most simple, durable, efficient, and satisfactory machines imported. They have not one single fault. xyxy=(133,515,260,548)
northey-subtitle: HAVING COMPLETED THEIR ALTERATIONS, THEIR NEW SHOWING SPRING AND SUMMER DRAPERY, xyxy=(189,746,207,1115)
filler-text: The settlers of the district have been long anxious for the completion of the works, and it is confidently expected that the contract will be finished before the end of the present season. A meeting of those interested was held on the previous evening, when the matter was fully discussed, and a resolution was carried unanimously in favour of the proposal. The business of the evening was then proceeded with in the ordinary way, and the proceedings terminated with a vote of thanks to the chairman. xyxy=(6,1900,125,1987)
divider xyxy=(431,401,575,402)
port-heading: PORT OF LYTTELTON. xyxy=(26,61,105,69)
raymond-count: 8000 NOW IN USE THROUGHOUT NEW ZEALAND. xyxy=(136,496,257,512)
anderson-body: BEGS to announce to his customers and the public that he has a large and well assorted Stock of GENTS', LADIES', AND CHILDREN'S BOOTS AND SHOES, xyxy=(133,1176,260,1202)
divider xyxy=(431,79,575,80)
divider xyxy=(133,326,260,327)
shipping-title: SHIPPING. xyxy=(29,44,102,58)
filler-text: The settlers of the district have been long anxious for the completion of the works, and it is confidently expected that the contract will be finished before the end of the present season. A meeting of those interested was held on the previous evening, when the matter was fully discussed, and a resolution was carried unanimously in favour of the proposal. The business of the evening was then proceeded with in the ordinary way, and the proceedings terminated with a vote of thanks to the chairman. xyxy=(736,484,889,551)
filler-text: The settlers of the district have been long anxious for the completion of the works, and it is confidently expected that the contract will be finished before the end of the present season. A meeting of those interested was held on the previous evening, when the matter was fully discussed, and a resolution was carried unanimously in favour of the proposal. The business of the evening was then proceeded with in the ordinary way, and the proceedings terminated with a vote of thanks to the chairman. xyxy=(269,779,422,846)
wertheim-heading: WERTHEIM xyxy=(276,1201,415,1225)
lowest-charges: LOWEST CHARGES, xyxy=(161,1395,233,1402)
divider xyxy=(431,136,575,137)
arrived-heading: Arrived—September 25. xyxy=(24,101,107,109)
divider xyxy=(6,2170,125,2171)
filler-text: The settlers of the district have been long anxious for the completion of the works, and it is confidently expected that the contract will be finished before the end of the present season. A meeting of those interested was held on the previous evening, when the matter was fully discussed, and a resolution was carried unanimously in favour of the proposal. The business of the evening was then proceeded with in the ordinary way, and the proceedings terminated with a vote of thanks to the chairman. xyxy=(6,1721,125,1808)
masurier-date: August 15th, 1878. xyxy=(583,168,640,174)
podophyllin: PODOPHYLLIN xyxy=(476,744,530,751)
filler-text: The settlers of the district have been long anxious for the completion of the works, and it is confidently expected that the contract will be finished before the end of the present season. A meeting of those interested was held on the previous evening, when the matter was fully discussed, and a resolution was carried unanimously in favour of the proposal. The business of the evening was then proceeded with in the ordinary way, and the proceedings terminated with a vote of thanks to the chairman. xyxy=(6,607,125,694)
arrival-heading: ARRIVAL OF THE NEW ZEALAND SHIPPING CO.'S SHIP WAIMATE FROM LONDON. xyxy=(7,976,124,1001)
beath-body: HAVE pleasure in intimating that their NEW PREMISES WILL BE OPENED as above, with over Three Hundred Cases of New and Fashionable Drapery, &c. xyxy=(431,900,575,927)
phosterine: Phosterine and Neuraline, xyxy=(458,763,548,770)
filler-text: The settlers of the district have been long anxious for the completion of the works, and it is confidently expected that the contract will be finished before the end of the present season. A meeting of those interested was held on the previous evening, when the matter was fully discussed, and a resolution was carried unanimously in favour of the proposal. The business of the evening was then proceeded with in the ordinary way, and the proceedings terminated with a vote of thanks to the chairman. xyxy=(898,126,1056,193)
divider xyxy=(431,331,575,334)
homoeopathic: HOMOEOPATHIC MEDICINES, xyxy=(449,723,557,730)
news-item: POLICE CHANGES.—Sergeant Gilchrist, in charge of the Malvern sub-district, has resigned. xyxy=(736,617,889,630)
seymour-name: S. B. SEYMOUR, xyxy=(150,1239,244,1254)
northey-advert xyxy=(133,720,261,1141)
filler-text: The settlers of the district have been long anxious for the completion of the works, and it is confidently expected that the contract will be finished before the end of the present season. A meeting of those interested was held on the previous evening, when the matter was fully discussed, and a resolution was carried unanimously in favour of the proposal. The business of the evening was then proceeded with in the ordinary way, and the proceedings terminated with a vote of thanks to the chairman. xyxy=(583,251,727,331)
raymond-subheading: HOUSEHOLD HAND, LOCK-STITCH xyxy=(134,445,259,453)
filler-text: The settlers of the district have been long anxious for the completion of the works, and it is confidently expected that the contract will be finished before the end of the present season. A meeting of those interested was held on the previous evening, when the matter was fully discussed, and a resolution was carried unanimously in favour of the proposal. The business of the evening was then proceeded with in the ordinary way, and the proceedings terminated with a vote of thanks to the chairman. xyxy=(583,1859,727,1939)
divider xyxy=(269,590,422,591)
to-let-ad: TO LET, a five-roomed HOUSE, situated in Manchester street north. xyxy=(431,270,575,283)
column-district-news xyxy=(894,40,1060,1560)
high-lichfield: HIGH AND LICHFIELD STREETS, CHRISTCHURCH. xyxy=(444,662,562,678)
dentures: DENTURES in GOLD, SILVER, DENTAL ALLOY, AND VULCANITE, xyxy=(135,1376,258,1392)
filler-text: The settlers of the district have been long anxious for the completion of the works, and it is confidently expected that the contract will be finished before the end of the present season. A meeting of those interested was held on the previous evening, when the matter was fully discussed, and a resolution was carried unanimously in favour of the proposal. The business of the evening was then proceeded with in the ordinary way, and the proceedings terminated with a vote of thanks to the chairman. xyxy=(583,1444,727,1524)
trousers-vests: NEW SPRING TROUSERS & VESTS, xyxy=(283,375,408,382)
filler-text: The settlers of the district have been long anxious for the completion of the works, and it is confidently expected that the contract will be finished before the end of the present season. A meeting of those interested was held on the previous evening, when the matter was fully discussed, and a resolution was carried unanimously in favour of the proposal. The business of the evening was then proceeded with in the ordinary way, and the proceedings terminated with a vote of thanks to the chairman. xyxy=(583,2191,727,2271)
filler-text: The settlers of the district have been long anxious for the completion of the works, and it is confidently expected that the contract will be finished before the end of the present season. A meeting of those interested was held on the previous evening, when the matter was fully discussed, and a resolution was carried unanimously in favour of the proposal. The business of the evening was then proceeded with in the ordinary way, and the proceedings terminated with a vote of thanks to the chairman. xyxy=(736,179,889,246)
filler-text: The settlers of the district have been long anxious for the completion of the works, and it is confidently expected that the contract will be finished before the end of the present season. A meeting of those interested was held on the previous evening, when the matter was fully discussed, and a resolution was carried unanimously in favour of the proposal. The business of the evening was then proceeded with in the ordinary way, and the proceedings terminated with a vote of thanks to the chairman. xyxy=(6,1631,125,1718)
spongia: SPONGIA, for Coughs, &c. xyxy=(457,733,549,741)
filler-text: The settlers of the district have been long anxious for the completion of the works, and it is confidently expected that the contract will be finished before the end of the present season. A meeting of those interested was held on the previous evening, when the matter was fully discussed, and a resolution was carried unanimously in favour of the proposal. The business of the evening was then proceeded with in the ordinary way, and the proceedings terminated with a vote of thanks to the chairman. xyxy=(898,774,1056,841)
filler-text: The settlers of the district have been long anxious for the completion of the works, and it is confidently expected that the contract will be finished before the end of the present season. A meeting of those interested was held on the previous evening, when the matter was fully discussed, and a resolution was carried unanimously in favour of the proposal. The business of the evening was then proceeded with in the ordinary way, and the proceedings terminated with a vote of thanks to the chairman. xyxy=(6,1094,125,1180)
divider xyxy=(431,230,575,231)
american-company: AMERICAN SEWING MACHINE COMPANY, xyxy=(141,677,253,693)
news-item: A FLOATING BED-HIVE.—Our American cousins have hit upon another novelty. xyxy=(898,665,1056,679)
news-item: COMMODORE WILSON.—Commodore J. C. Wilson, who has been appointed to succeed Commodore Hoskins on the Australian station. xyxy=(898,751,1056,771)
fancy-doeskins: FANCY DOESKINS xyxy=(623,95,688,103)
imports-heading: Imports. xyxy=(51,317,80,325)
factory-name: NEW ZEALAND CLOTHING FACTORY, xyxy=(279,664,412,672)
filler-text: The settlers of the district have been long anxious for the completion of the works, and it is confidently expected that the contract will be finished before the end of the present season. A meeting of those interested was held on the previous evening, when the matter was fully discussed, and a resolution was carried unanimously in favour of the proposal. The business of the evening was then proceeded with in the ordinary way, and the proceedings terminated with a vote of thanks to the chairman. xyxy=(6,2185,125,2272)
divider xyxy=(133,1235,260,1236)
single-garment: A SINGLE GARMENT AT WHOLESALE PRICE. xyxy=(278,349,413,365)
northey-inspection: INSPECTION INVITED. xyxy=(209,777,234,1084)
divider xyxy=(736,250,889,251)
filler-text: The settlers of the district have been long anxious for the completion of the works, and it is confidently expected that the contract will be finished before the end of the present season. A meeting of those interested was held on the previous evening, when the matter was fully discussed, and a resolution was carried unanimously in favour of the proposal. The business of the evening was then proceeded with in the ordinary way, and the proceedings terminated with a vote of thanks to the chairman. xyxy=(898,936,1056,1003)
gale-heading: THE NORTH-WESTERLY GALE. xyxy=(758,255,868,262)
beath-date: Christchurch, September, 1878. xyxy=(456,1012,550,1019)
reserve-label: Reserve Funds xyxy=(431,361,475,368)
astray-ad: CAME ASTRAY, a white POODLE BITCH, with brown ears. xyxy=(431,292,575,305)
filler-text: The settlers of the district have been long anxious for the completion of the works, and it is confidently expected that the contract will be finished before the end of the present season. A meeting of those interested was held on the previous evening, when the matter was fully discussed, and a resolution was carried unanimously in favour of the proposal. The business of the evening was then proceeded with in the ordinary way, and the proceedings terminated with a vote of thanks to the chairman. xyxy=(736,633,889,700)
divider xyxy=(269,980,422,981)
reserve-value: £780,000 xyxy=(547,361,575,368)
divider xyxy=(269,1094,422,1095)
filler-text: The settlers of the district have been long anxious for the completion of the works, and it is confidently expected that the contract will be finished before the end of the present season. A meeting of those interested was held on the previous evening, when the matter was fully discussed, and a resolution was carried unanimously in favour of the proposal. The business of the evening was then proceeded with in the ordinary way, and the proceedings terminated with a vote of thanks to the chairman. xyxy=(583,615,727,695)
clothing-heading: CLOTHING. xyxy=(290,174,401,193)
filler-text: The settlers of the district have been long anxious for the completion of the works, and it is confidently expected that the contract will be finished before the end of the present season. A meeting of those interested was held on the previous evening, when the matter was fully discussed, and a resolution was carried unanimously in favour of the proposal. The business of the evening was then proceeded with in the ordinary way, and the proceedings terminated with a vote of thanks to the chairman. xyxy=(133,1286,260,1373)
weather-report: Weather Report—September 26. 8 a.m.—Wind, N.W., fresh breeze; weather, blue sky. Barometer, 29.90; thermometer, 67.00. xyxy=(6,72,125,98)
filler-text: The settlers of the district have been long anxious for the completion of the works, and it is confidently expected that the contract will be finished before the end of the present season. A meeting of those interested was held on the previous evening, when the matter was fully discussed, and a resolution was carried unanimously in favour of the proposal. The business of the evening was then proceeded with in the ordinary way, and the proceedings terminated with a vote of thanks to the chairman. xyxy=(6,418,125,504)
column-leeds xyxy=(580,40,732,2271)
felt-hats: New Felt Hats. xyxy=(323,1099,368,1106)
filler-text: The settlers of the district have been long anxious for the completion of the works, and it is confidently expected that the contract will be finished before the end of the present season. A meeting of those interested was held on the previous evening, when the matter was fully discussed, and a resolution was carried unanimously in favour of the proposal. The business of the evening was then proceeded with in the ordinary way, and the proceedings terminated with a vote of thanks to the chairman. xyxy=(133,551,260,638)
filler-text: The settlers of the district have been long anxious for the completion of the works, and it is confidently expected that the contract will be finished before the end of the present season. A meeting of those interested was held on the previous evening, when the matter was fully discussed, and a resolution was carried unanimously in favour of the proposal. The business of the evening was then proceeded with in the ordinary way, and the proceedings terminated with a vote of thanks to the chairman. xyxy=(583,1610,727,1690)
auction-item: 100 vols. books xyxy=(174,388,219,395)
commercial-title: COMMERCIAL. xyxy=(13,2372,117,2386)
filler-text: The settlers of the district have been long anxious for the completion of the works, and it is confidently expected that the contract will be finished before the end of the present season. A meeting of those interested was held on the previous evening, when the matter was fully discussed, and a resolution was carried unanimously in favour of the proposal. The business of the evening was then proceeded with in the ordinary way, and the proceedings terminated with a vote of thanks to the chairman. xyxy=(736,1403,889,1470)
divider xyxy=(133,425,260,426)
